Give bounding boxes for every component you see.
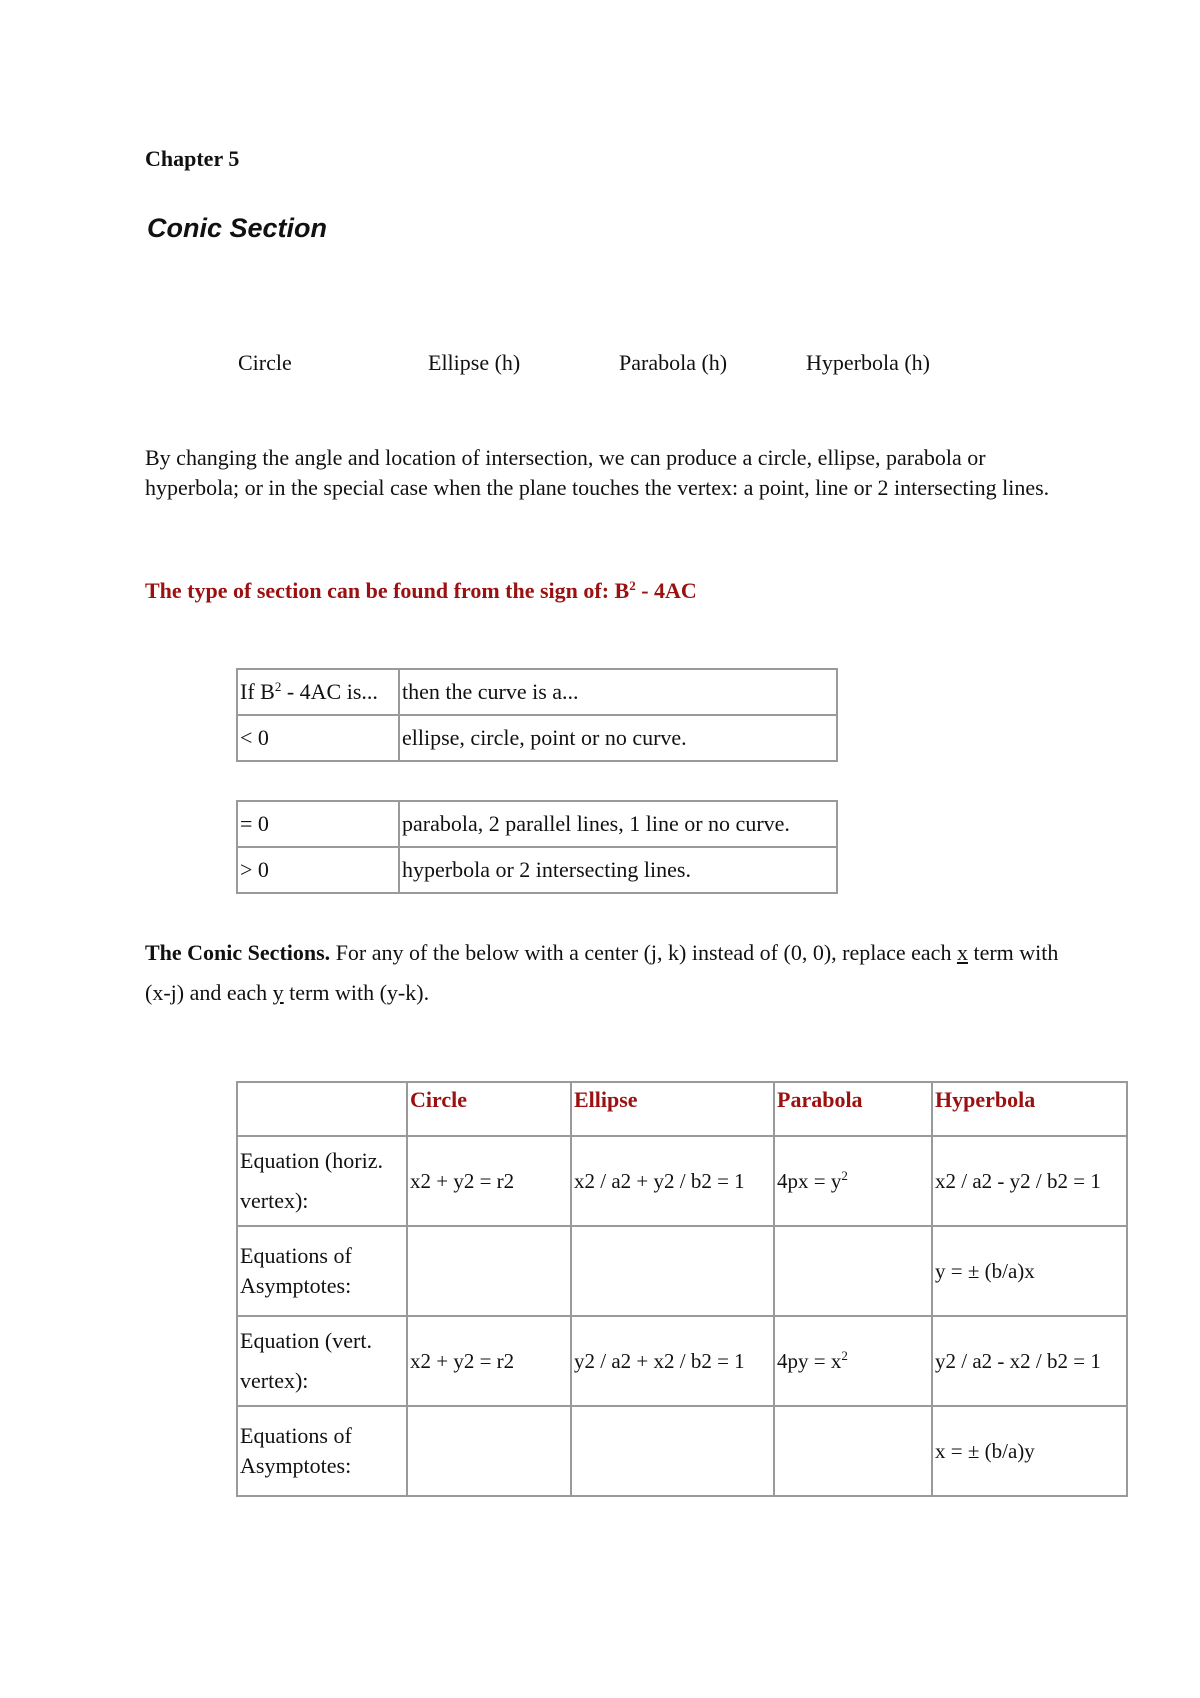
conic-sections-lead: The Conic Sections.: [145, 940, 331, 965]
header-circle: Circle: [407, 1082, 571, 1136]
circle-equation: x2 + y2 = r2: [407, 1136, 571, 1226]
sign-curve: ellipse, circle, point or no curve.: [399, 715, 837, 761]
shape-label-parabola: Parabola (h): [619, 350, 728, 375]
shape-label-ellipse: Ellipse (h): [428, 350, 521, 375]
ellipse-equation: x2 / a2 + y2 / b2 = 1: [571, 1136, 774, 1226]
sign-table-row: [237, 715, 837, 761]
sign-curve: parabola, 2 parallel lines, 1 line or no curve.: [399, 801, 837, 847]
table-header-row: [237, 1082, 1127, 1136]
sign-table-part1: [236, 668, 838, 762]
header-empty: [237, 1082, 407, 1136]
circle-asymptote: [407, 1226, 571, 1316]
sign-curve: hyperbola or 2 intersecting lines.: [399, 847, 837, 893]
sign-table-header-row: [237, 669, 837, 715]
hyperbola-equation: y2 / a2 - x2 / b2 = 1: [932, 1316, 1127, 1406]
table-row: [237, 1316, 1127, 1406]
row-label: Equations of Asymptotes:: [237, 1406, 407, 1496]
sign-table-part2: [236, 800, 838, 894]
sign-heading-prefix: The type of section can be found from the sign of: B: [145, 578, 630, 603]
sign-table-header-condition: If $B^2 - 4AC$ is...: [237, 669, 399, 715]
hyperbola-equation: x2 / a2 - y2 / b2 = 1: [932, 1136, 1127, 1226]
chapter-label: Chapter 5: [145, 146, 240, 171]
table-row: [237, 1406, 1127, 1496]
row-label: Equation (vert. vertex):: [237, 1316, 407, 1406]
sign-heading: [145, 578, 697, 604]
ellipse-equation: y2 / a2 + x2 / b2 = 1: [571, 1316, 774, 1406]
x-term: x: [956, 940, 968, 965]
y-term: y: [272, 980, 284, 1005]
shape-label-circle: Circle: [238, 350, 292, 375]
sign-heading-sup: 2: [629, 578, 636, 593]
section-title: Conic Section: [147, 213, 328, 243]
sign-table-row: [237, 801, 837, 847]
intro-paragraph: By changing the angle and location of intersection, we can produce a circle, ellipse, parabola or hyperbola; or in the special case when the plane touches the vertex: a point, line or 2 intersecting lines.: [145, 445, 1050, 500]
header-ellipse: Ellipse: [571, 1082, 774, 1136]
parabola-asymptote: [774, 1406, 932, 1496]
table-row: [237, 1136, 1127, 1226]
sign-condition: > 0: [237, 847, 399, 893]
circle-equation: x2 + y2 = r2: [407, 1316, 571, 1406]
table-row: [237, 1226, 1127, 1316]
sign-condition: < 0: [237, 715, 399, 761]
ellipse-asymptote: [571, 1226, 774, 1316]
sign-table-row: [237, 847, 837, 893]
hyperbola-asymptote: y = ± (b/a)x: [932, 1226, 1127, 1316]
sign-heading-suffix: - 4AC: [635, 578, 697, 603]
shape-label-hyperbola: Hyperbola (h): [806, 350, 931, 375]
circle-asymptote: [407, 1406, 571, 1496]
row-label: Equation (horiz. vertex):: [237, 1136, 407, 1226]
header-parabola: Parabola: [774, 1082, 932, 1136]
parabola-asymptote: [774, 1226, 932, 1316]
hyperbola-asymptote: x = ± (b/a)y: [932, 1406, 1127, 1496]
parabola-equation: $4px = y^2$: [774, 1136, 932, 1226]
conic-sections-paragraph: The Conic Sections. For any of the below with a center (j, k) instead of (0, 0), replace each x term with (x-j) and each y term with (y-k).: [145, 940, 1059, 1005]
ellipse-asymptote: [571, 1406, 774, 1496]
sign-condition: = 0: [237, 801, 399, 847]
conic-equations-table: [236, 1081, 1128, 1497]
row-label: Equations of Asymptotes:: [237, 1226, 407, 1316]
sign-table-header-curve: then the curve is a...: [399, 669, 837, 715]
parabola-equation: $4py = x^2$: [774, 1316, 932, 1406]
header-hyperbola: Hyperbola: [932, 1082, 1127, 1136]
